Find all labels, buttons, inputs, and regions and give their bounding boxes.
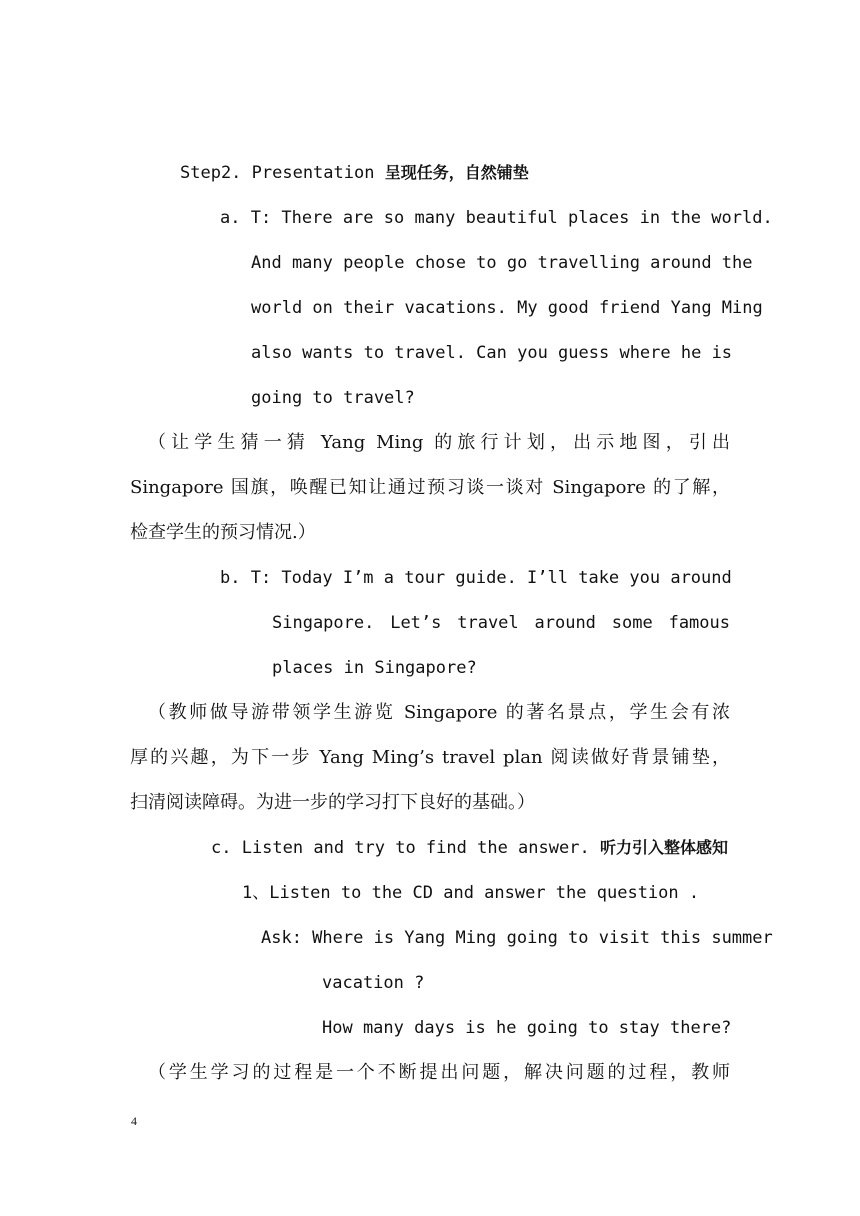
note-2-line-1: （教师做导游带领学生游览 Singapore 的著名景点，学生会有浓 [148, 702, 730, 723]
note-2-line-2: 厚的兴趣，为下一步 Yang Ming’s travel plan 阅读做好背景铺垫， [130, 747, 730, 768]
step-heading [180, 161, 529, 185]
ask-line-3: How many days is he going to stay there? [322, 1018, 732, 1038]
item-c-line [211, 836, 728, 860]
item-b-line-2: Singapore. Let’s travel around some famous [272, 613, 730, 633]
item-c-text: c. Listen and try to find the answer. [211, 838, 600, 858]
item-a-line-3: world on their vacations. My good friend Yang Ming [251, 298, 763, 318]
item-b-line-1: b. T: Today I’m a tour guide. I’ll take you around [220, 568, 732, 588]
item-a-line-4: also wants to travel. Can you guess where he is [251, 343, 733, 363]
item-b-line-3: places in Singapore? [272, 658, 477, 678]
ask-line-1: Ask: Where is Yang Ming going to visit this summer [261, 928, 773, 948]
item-a-line-1: a. T: There are so many beautiful places in the world. [220, 208, 773, 228]
page-number: 4 [131, 1114, 137, 1128]
item-a-line-5: going to travel? [251, 388, 415, 408]
note-1-line-3: 检查学生的预习情况.） [130, 522, 316, 543]
note-2-line-3: 扫清阅读障碍。为进一步的学习打下良好的基础。） [130, 792, 535, 813]
step-heading-text: Step2. Presentation [180, 163, 385, 183]
ask-line-2: vacation ? [322, 973, 425, 993]
note-1-line-2: Singapore 国旗，唤醒已知让通过预习谈一谈对 Singapore 的了解， [130, 477, 730, 498]
note-1-line-1: （让学生猜一猜 Yang Ming 的旅行计划，出示地图，引出 [148, 432, 730, 453]
item-a-line-2: And many people chose to go travelling around the [251, 253, 753, 273]
note-3-line-1: （学生学习的过程是一个不断提出问题，解决问题的过程，教师 [148, 1062, 730, 1083]
step-heading-bold: 呈现任务，自然铺垫 [384, 163, 529, 182]
listen-item-1: 1、Listen to the CD and answer the question . [242, 883, 700, 903]
item-c-bold: 听力引入整体感知 [599, 838, 728, 857]
